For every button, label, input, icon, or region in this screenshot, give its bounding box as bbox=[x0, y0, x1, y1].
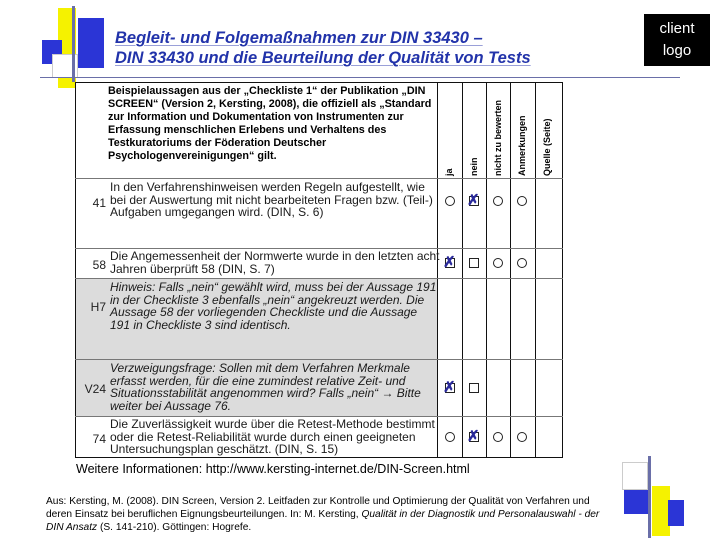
row-number: 58 bbox=[92, 258, 106, 272]
row-divider bbox=[75, 178, 563, 179]
column-header-quelle: Quelle (Seite) bbox=[542, 118, 552, 176]
checkbox-ja[interactable] bbox=[445, 196, 455, 206]
row-statement: Die Zuverlässigkeit wurde über die Retest-Methode bestimmt oder die Retest-Reliabilität wurde durch einen geeigneten Untersuchungsplan geschätzt. (DIN, S. 15) bbox=[110, 417, 435, 456]
deco-blue-square-top bbox=[78, 18, 104, 68]
x-mark-icon: ✗ bbox=[467, 428, 480, 445]
row-divider bbox=[75, 278, 563, 279]
column-header-ja: ja bbox=[444, 168, 454, 176]
checkbox-ja[interactable] bbox=[445, 432, 455, 442]
row-statement: Die Angemessenheit der Normwerte wurde in den letzten acht Jahren überprüft 58 (DIN, S. 7) bbox=[110, 249, 440, 276]
column-header-anmerkungen: Anmerkungen bbox=[517, 115, 527, 176]
row-number: V24 bbox=[84, 382, 106, 396]
col-divider bbox=[535, 82, 536, 458]
checkbox-nein[interactable] bbox=[469, 383, 479, 393]
logo-line-2: logo bbox=[662, 42, 692, 59]
x-mark-icon: ✗ bbox=[443, 379, 456, 396]
row-branching-question: Verzweigungsfrage: Sollen mit dem Verfahren Merkmale erfasst werden, für die eine zumindest relative Zeit- und Situationsstabilität angenommen wird? Falls „nein“ → Bitte weiter bei Aussage 76. bbox=[110, 361, 421, 413]
checkbox-nein[interactable] bbox=[469, 258, 479, 268]
deco-vertical-line-top bbox=[72, 6, 75, 82]
checkbox-anmerkungen[interactable] bbox=[517, 258, 527, 268]
citation-text: Aus: Kersting, M. (2008). DIN Screen, Version 2. Leitfaden zur Kontrolle und Optimierung der Qualität von Verfahren und deren Einsatz bei beruflichen Eignungsbeurteilungen. In: M. Kersting, bbox=[46, 496, 590, 520]
more-info-link[interactable]: Weitere Informationen: http://www.kersting-internet.de/DIN-Screen.html bbox=[76, 462, 470, 476]
logo-line-1: client bbox=[659, 20, 695, 37]
client-logo bbox=[644, 14, 710, 66]
footer-citation bbox=[46, 495, 606, 534]
checkbox-nicht-zu-bewerten[interactable] bbox=[493, 432, 503, 442]
row-statement: In den Verfahrenshinweisen werden Regeln aufgestellt, wie bei der Auswertung mit nicht bearbeiteten Fragen bzw. (Teil-) Aufgaben umgegangen wird. (DIN, S. 6) bbox=[110, 180, 433, 219]
row-number: H7 bbox=[90, 300, 106, 314]
deco-blue-square-bottom-small bbox=[668, 500, 684, 526]
checkbox-anmerkungen[interactable] bbox=[517, 196, 527, 206]
col-divider bbox=[510, 82, 511, 458]
checkbox-anmerkungen[interactable] bbox=[517, 432, 527, 442]
deco-horizontal-line-top bbox=[40, 77, 680, 78]
intro-text: Beispielaussagen aus der „Checkliste 1“ der Publikation „DIN SCREEN“ (Version 2, Kersting, 2008), die offiziell als „Standard zur Information und Dokumentation von Instrumenten zur Erfassung menschlichen Erlebens und Verhaltens des Testkuratoriums der Föderation Deutscher Psychologenvereinigungen“ gilt. bbox=[108, 85, 432, 162]
checkbox-nicht-zu-bewerten[interactable] bbox=[493, 196, 503, 206]
deco-vertical-line-bottom bbox=[648, 456, 651, 538]
title-line-1: Begleit- und Folgemaßnahmen zur DIN 33430 – bbox=[115, 29, 483, 47]
column-header-nein: nein bbox=[469, 157, 479, 176]
row-hint: Hinweis: Falls „nein“ gewählt wird, muss bei der Aussage 191 in der Checkliste 3 ebenfalls „nein“ angekreuzt werden. Die Aussage 58 der vorliegenden Checkliste und die Aussage 191 in Checkliste 3 sind identisch. bbox=[110, 280, 437, 332]
deco-white-overlay-bottom bbox=[622, 462, 648, 490]
page-title bbox=[115, 28, 635, 68]
col-divider bbox=[462, 82, 463, 458]
checkbox-nicht-zu-bewerten[interactable] bbox=[493, 258, 503, 268]
citation-book-title: Qualität in der Diagnostik und Personalauswahl - der DIN Ansatz bbox=[46, 509, 600, 533]
citation-text-end: (S. 141-210). Göttingen: Hogrefe. bbox=[97, 522, 252, 533]
title-line-2: DIN 33430 und die Beurteilung der Qualität von Tests bbox=[115, 49, 531, 67]
x-mark-icon: ✗ bbox=[443, 254, 456, 271]
row-number: 74 bbox=[92, 432, 106, 446]
row-number: 41 bbox=[92, 196, 106, 210]
column-header-nicht-zu-bewerten: nicht zu bewerten bbox=[493, 99, 503, 176]
col-divider bbox=[486, 82, 487, 458]
row-divider bbox=[75, 359, 563, 360]
x-mark-icon: ✗ bbox=[467, 192, 480, 209]
